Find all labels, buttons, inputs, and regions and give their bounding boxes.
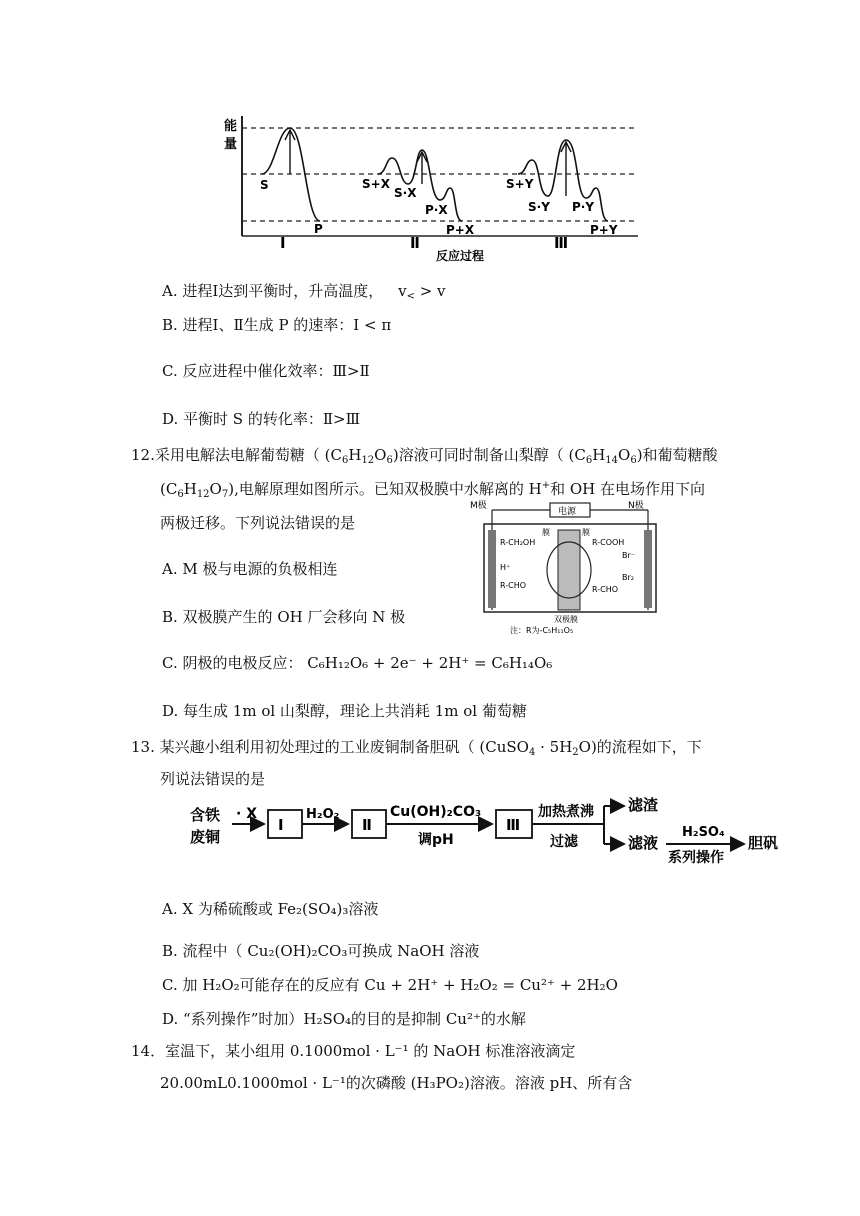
reagent-label: R-CHO [592, 585, 619, 594]
stem-text: 13. 某兴趣小组利用初处理过的工业废铜制备胆矾（ (CuSO [131, 738, 529, 756]
q14-stem-line-2: 20.00mL0.1000mol · L⁻¹的次磷酸 (H₃PO₂)溶液。溶液 pH、所有含 [160, 1074, 633, 1092]
stem-text: O [618, 446, 631, 464]
stem-text: 12 [361, 455, 375, 466]
q13-stem-line-2: 列说法错误的是 [160, 770, 266, 788]
option-text: < [406, 291, 415, 302]
stem-text: H [348, 446, 362, 464]
flow-product-label: 滤液 [628, 834, 659, 852]
species-label: P [314, 222, 323, 236]
energy-profile-diagram [218, 108, 648, 268]
stem-text: O [374, 446, 387, 464]
q12-stem-line-3: 两极迁移。下列说法错误的是 [160, 514, 356, 532]
q13-option-d[interactable]: D. “系列操作”时加）H₂SO₄的目的是抑制 Cu²⁺的水解 [162, 1010, 526, 1028]
reagent-label: H⁺ [500, 563, 511, 572]
q12-option-a[interactable]: A. M 极与电源的负极相连 [162, 560, 338, 578]
y-axis-label: 量 [224, 137, 238, 152]
species-label: P·Y [572, 200, 595, 214]
q12-option-c[interactable] [162, 652, 552, 673]
reagent-label: Br⁻ [622, 551, 635, 560]
option-equation: C₆H₁₂O₆ + 2e⁻ + 2H⁺ = C₆H₁₄O₆ [307, 654, 553, 672]
stem-text: 6 [386, 455, 393, 466]
species-label: P+X [446, 223, 475, 237]
q11-option-a[interactable] [162, 280, 446, 302]
bipolar-membrane-label: 双极膜 [554, 615, 578, 624]
q12-option-d[interactable]: D. 每生成 1m ol 山梨醇，理论上共消耗 1m ol 葡萄糖 [162, 702, 527, 720]
flow-box-label: Ⅲ [506, 816, 521, 834]
option-text: v [398, 282, 407, 300]
n-electrode-label: N极 [628, 501, 644, 511]
reagent-label: Br₂ [622, 573, 634, 582]
flow-condition-label: 加热煮沸 [538, 804, 594, 820]
flow-reagent-label: · X [236, 806, 257, 822]
q12-stem-line-2 [160, 478, 705, 500]
q11-option-c[interactable]: C. 反应进程中催化效率：Ⅲ>Ⅱ [162, 362, 370, 380]
membrane-label: 膜 [542, 528, 550, 537]
x-axis-label: 反应过程 [436, 249, 485, 263]
flow-start-label: 废铜 [190, 828, 221, 846]
stem-text: 4 [528, 747, 536, 758]
reagent-label: R-CH₂OH [500, 538, 536, 547]
q13-option-c[interactable]: C. 加 H₂O₂可能存在的反应有 Cu + 2H⁺ + H₂O₂ = Cu²⁺ + 2H₂O [162, 976, 618, 994]
process-flow-chart [188, 792, 788, 872]
question-number: 12. [131, 446, 155, 464]
q13-option-b[interactable]: B. 流程中（ Cu₂(OH)₂CO₃可换成 NaOH 溶液 [162, 942, 480, 960]
flow-condition-label: 过滤 [550, 834, 578, 850]
process-label: Ⅰ [280, 234, 286, 252]
flow-reagent-label: H₂SO₄ [682, 825, 725, 840]
diagram-note: 注：R为-C₅H₁₁O₅ [510, 626, 574, 635]
q13-option-a[interactable]: A. X 为稀硫酸或 Fe₂(SO₄)₃溶液 [162, 900, 379, 918]
species-label: S [260, 178, 269, 192]
power-source-label: 电源 [558, 507, 577, 517]
reagent-label: R-COOH [592, 538, 625, 547]
stem-text: 和 OH 在电场作用下向 [550, 480, 706, 498]
species-label: P+Y [590, 223, 618, 237]
flow-start-label: 含铁 [190, 806, 221, 824]
q12-stem-line-1 [131, 444, 718, 466]
stem-text: 6 [585, 455, 593, 466]
flow-product-label: 滤渣 [628, 796, 659, 814]
species-label: S·X [394, 186, 417, 200]
stem-text: · 5H [535, 738, 573, 756]
process-label: Ⅲ [554, 234, 569, 252]
stem-text: O [209, 480, 222, 498]
stem-text: 2 [572, 747, 579, 758]
stem-text: H [183, 480, 197, 498]
electrolysis-diagram [470, 500, 670, 635]
stem-text: 6 [630, 455, 637, 466]
species-label: S·Y [528, 200, 550, 214]
m-electrode-label: M极 [470, 501, 487, 511]
species-label: P·X [425, 203, 448, 217]
flow-box-label: Ⅰ [278, 816, 284, 834]
flow-product-label: 胆矾 [748, 834, 779, 852]
q12-option-b[interactable]: B. 双极膜产生的 OH 厂会移向 N 极 [162, 608, 406, 626]
q11-option-b[interactable]: B. 进程Ⅰ、Ⅱ生成 P 的速率：Ⅰ < π [162, 316, 392, 334]
process-label: Ⅱ [410, 234, 420, 252]
species-label: S+X [362, 177, 390, 191]
q11-option-d[interactable]: D. 平衡时 S 的转化率：Ⅱ>Ⅲ [162, 410, 361, 428]
stem-text: O)的流程如下，下 [578, 738, 702, 756]
stem-text: )和葡萄糖酸 [636, 446, 718, 464]
stem-text: )溶液可同时制备山梨醇（ (C [392, 446, 586, 464]
q14-stem-line-1: 14．室温下，某小组用 0.1000mol · L⁻¹ 的 NaOH 标准溶液滴定 [131, 1042, 576, 1060]
option-text: A. 进程Ⅰ达到平衡时，升高温度， [162, 282, 384, 300]
option-text: C. 阴极的电极反应： [162, 654, 308, 672]
stem-text: 采用电解法电解葡萄糖（ (C [154, 446, 342, 464]
stem-text: H [592, 446, 606, 464]
stem-text: 14 [605, 455, 619, 466]
species-label: S+Y [506, 177, 534, 191]
stem-text: 7 [221, 489, 229, 500]
option-text: > v [414, 282, 446, 300]
flow-reagent-label: Cu(OH)₂CO₃ [390, 804, 482, 820]
stem-text: ),电解原理如图所示。已知双极膜中水解离的 H [228, 480, 542, 498]
stem-text: + [541, 480, 551, 491]
membrane-label: 膜 [582, 528, 590, 537]
reagent-label: R-CHO [500, 581, 527, 590]
stem-text: 6 [177, 489, 184, 500]
flow-reagent-label: H₂O₂ [306, 807, 340, 822]
flow-condition-label: 调pH [418, 832, 454, 848]
stem-text: 12 [196, 489, 210, 500]
flow-condition-label: 系列操作 [668, 850, 724, 866]
flow-box-label: Ⅱ [362, 816, 372, 834]
q13-stem-line-1 [131, 736, 702, 758]
stem-text: (C [160, 480, 178, 498]
y-axis-label: 能 [224, 119, 238, 134]
stem-text: 6 [341, 455, 349, 466]
